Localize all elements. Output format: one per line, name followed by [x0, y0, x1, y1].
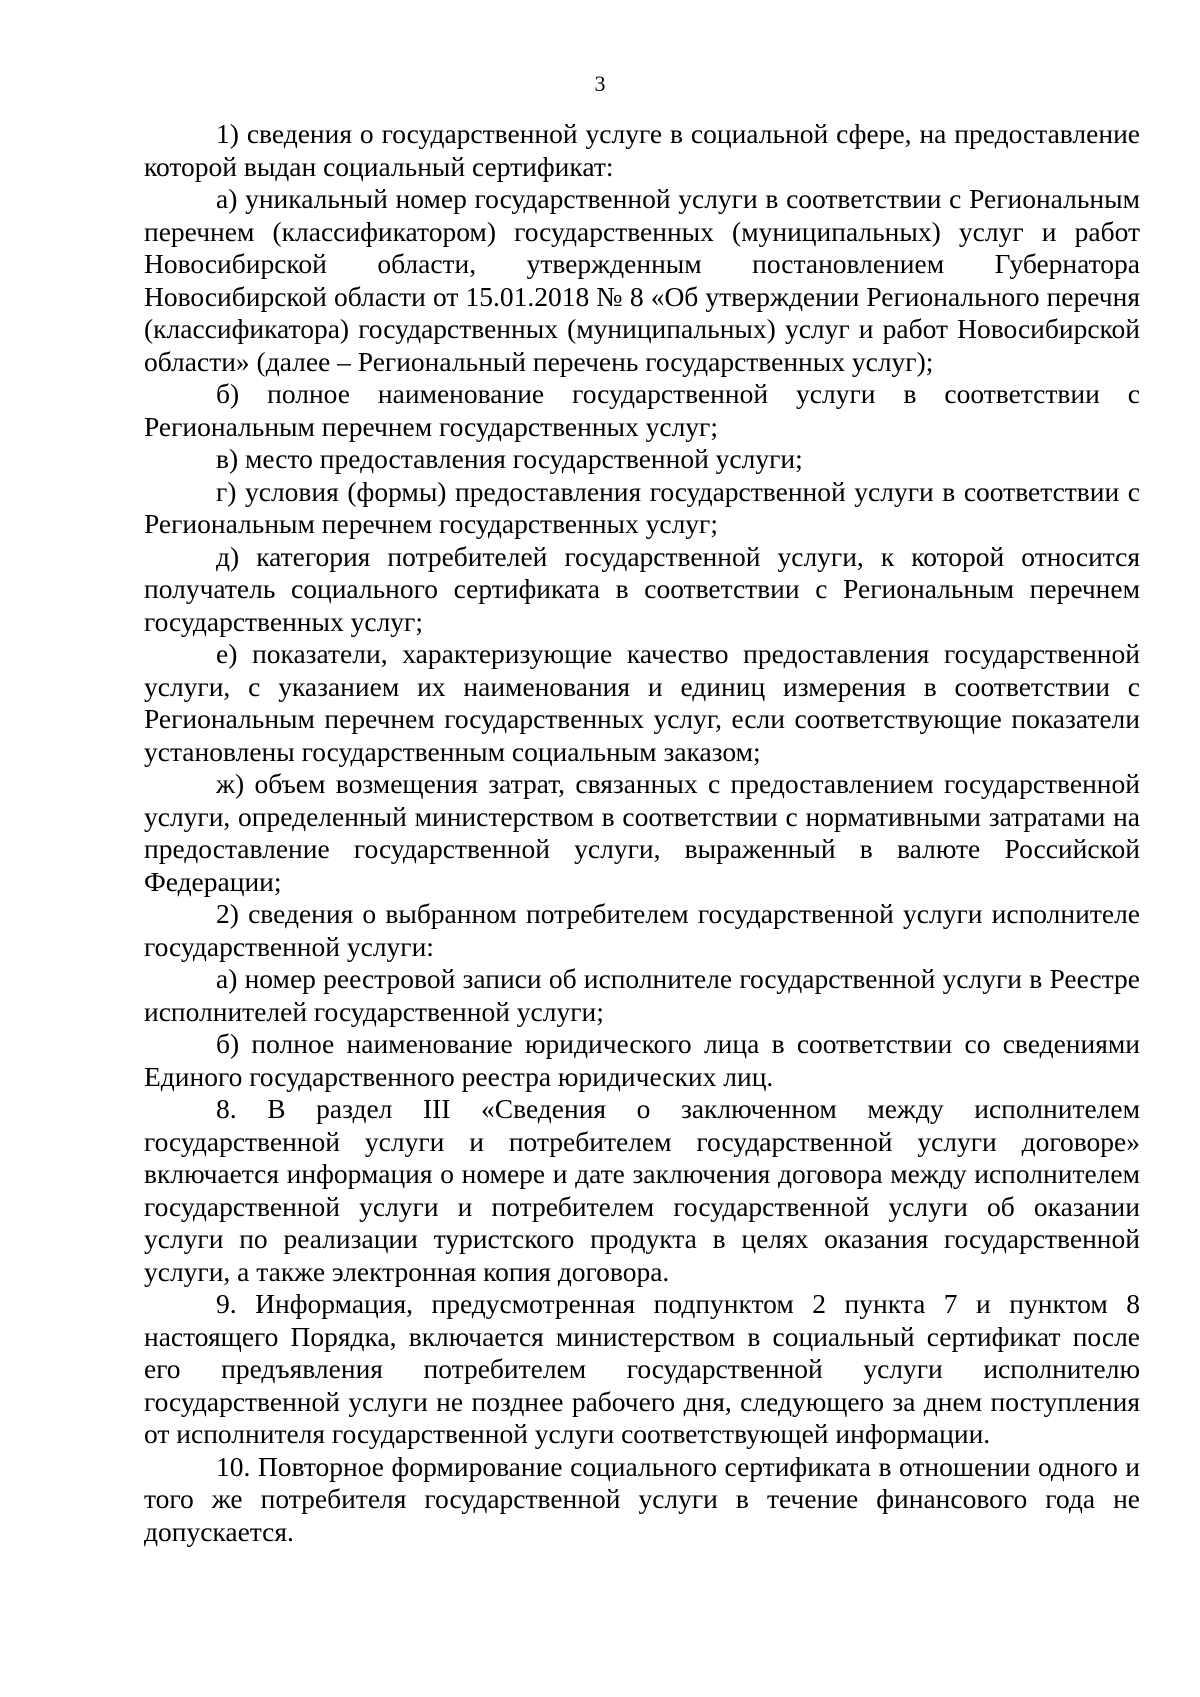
document-body — [144, 118, 1140, 1548]
page-number: 3 — [594, 71, 606, 96]
paragraph-1a-unique-number: а) уникальный номер государственной услуги в соответствии с Региональным перечнем (классификатором) государственных (муниципальных) услуг и работ Новосибирской области, утвержденным постановлением Губернатора Новосибирской области от 15.01.2018 № 8 «Об утверждении Регионального перечня (классификатора) государственных (муниципальных) услуг и работ Новосибирской области» (далее – Региональный перечень государственных услуг); — [144, 183, 1140, 377]
paragraph-8-section-iii: 8. В раздел III «Сведения о заключенном между исполнителем государственной услуги и потребителем государственной услуги договоре» включается информация о номере и дате заключения договора между исполнителем государственной услуги и потребителем государственной услуги об оказании услуги по реализации туристского продукта в целях оказания государственной услуги, а также электронная копия договора. — [144, 1093, 1140, 1287]
paragraph-2a-registry-number: а) номер реестровой записи об исполнителе государственной услуги в Реестре исполнителей государственной услуги; — [144, 963, 1140, 1027]
paragraph-1b-full-name: б) полное наименование государственной услуги в соответствии с Региональным перечнем государственных услуг; — [144, 378, 1140, 442]
paragraph-1g-conditions: г) условия (формы) предоставления государственной услуги в соответствии с Региональным перечнем государственных услуг; — [144, 475, 1140, 539]
paragraph-1d-consumer-category: д) категория потребителей государственной услуги, к которой относится получатель социального сертификата в соответствии с Региональным перечнем государственных услуг; — [144, 540, 1140, 637]
paragraph-10-repeat-formation: 10. Повторное формирование социального сертификата в отношении одного и того же потребителя государственной услуги в течение финансового года не допускается. — [144, 1450, 1140, 1547]
paragraph-1zh-cost-volume: ж) объем возмещения затрат, связанных с предоставлением государственной услуги, определенный министерством в соответствии с нормативными затратами на предоставление государственной услуги, выраженный в валюте Российской Федерации; — [144, 768, 1140, 897]
paragraph-1v-place: в) место предоставления государственной услуги; — [216, 443, 803, 474]
paragraph-2b-legal-name: б) полное наименование юридического лица в соответствии со сведениями Единого государственного реестра юридических лиц. — [144, 1028, 1140, 1092]
paragraph-1-service-info: 1) сведения о государственной услуге в социальной сфере, на предоставление которой выдан социальный сертификат: — [144, 118, 1140, 182]
paragraph-2-provider-info: 2) сведения о выбранном потребителем государственной услуги исполнителе государственной услуги: — [144, 898, 1140, 962]
paragraph-1e-quality-indicators: е) показатели, характеризующие качество предоставления государственной услуги, с указанием их наименования и единиц измерения в соответствии с Региональным перечнем государственных услуг, если соответствующие показатели установлены государственным социальным заказом; — [144, 638, 1140, 767]
paragraph-9-inclusion: 9. Информация, предусмотренная подпунктом 2 пункта 7 и пунктом 8 настоящего Порядка, включается министерством в социальный сертификат после его предъявления потребителем государственной услуги исполнителю государственной услуги не позднее рабочего дня, следующего за днем поступления от исполнителя государственной услуги соответствующей информации. — [144, 1288, 1140, 1449]
